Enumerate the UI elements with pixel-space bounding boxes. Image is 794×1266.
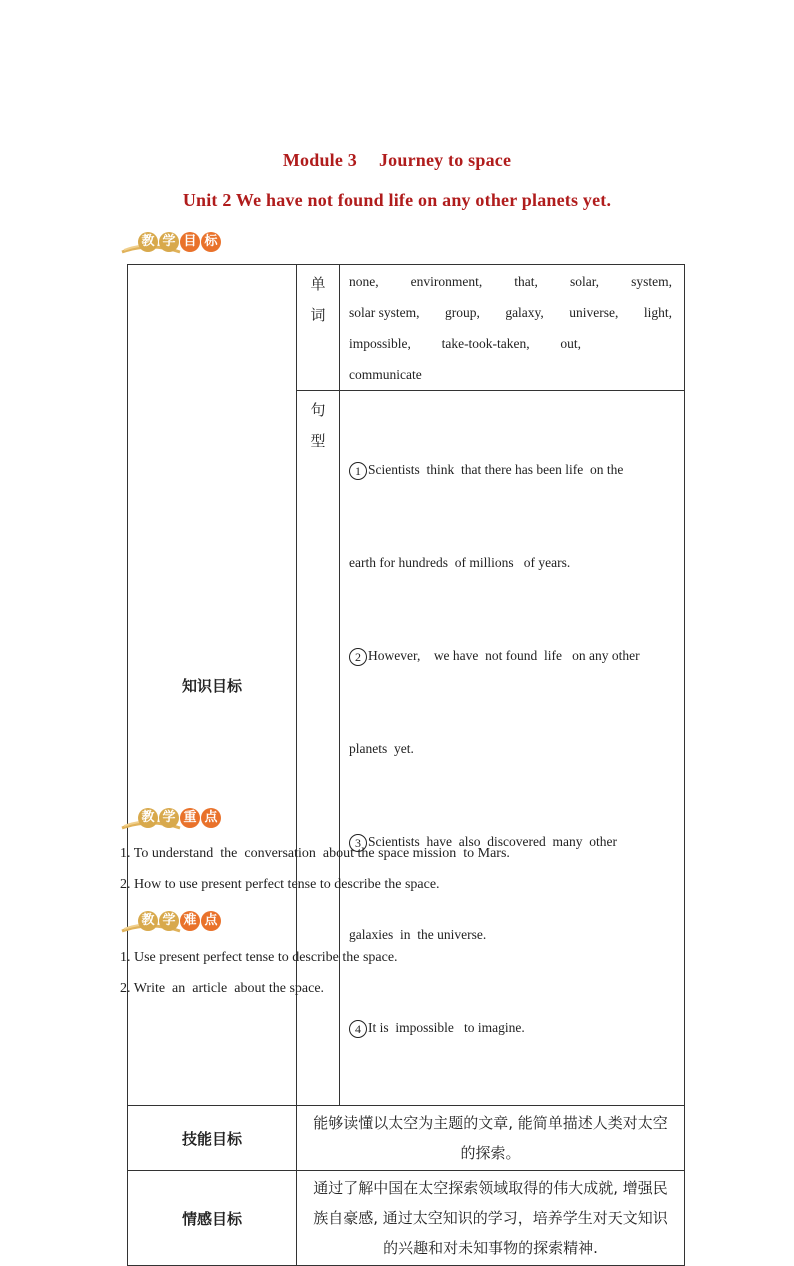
word: solar system, [349,305,420,320]
word-line [349,328,581,359]
word: that, [514,274,538,289]
word: universe, [569,305,619,320]
badge-char: 教 [138,808,158,828]
word: take-took-taken, [441,336,530,351]
key-points-badge [120,806,230,832]
word: communicate [349,367,422,382]
number-circle: 1 [349,462,367,480]
goals-table [127,264,685,1266]
word-line [349,297,672,328]
words-label [297,265,340,391]
badge-char: 学 [159,911,179,931]
difficulties-badge [120,909,230,935]
teaching-goals-badge [120,230,230,256]
difficulty-1: 1. Use present perfect tense to describe the space. [120,950,398,965]
sentences-label [297,391,340,1106]
word: solar, [569,274,600,289]
badge-char: 点 [201,808,221,828]
sentence-line: galaxies in the universe. [349,927,487,942]
sentences-label-char: 型 [310,432,326,450]
skill-goal-label: 技能目标 [128,1106,297,1171]
emotion-goal-text: 通过了解中国在太空探索领域取得的伟大成就, 增强民族自豪感, 通过太空知识的学习，培养学生对天文知识的兴趣和对未知事物的探索精神. [297,1171,685,1266]
sentence-text: Scientists have also discovered many other [368,834,617,849]
emotion-goal-label: 情感目标 [128,1171,297,1266]
module-name: Journey to space [378,150,512,170]
word: none, [349,274,379,289]
word: environment, [410,274,483,289]
badge-char: 点 [201,911,221,931]
sentences-cell [340,391,685,1106]
word: impossible, [349,336,411,351]
unit-title: Unit 2 We have not found life on any other planets yet. [182,190,612,210]
badge-char: 重 [180,808,200,828]
badge-char: 目 [180,232,200,252]
word-line [349,359,672,390]
sentence-text: It is impossible to imagine. [368,1020,525,1035]
sentence-line: planets yet. [349,741,414,756]
sentence-text: Scientists think that there has been life on the [368,462,624,477]
vocabulary-cell [340,265,685,391]
difficulty-2: 2. Write an article about the space. [120,981,325,996]
words-label-char: 词 [310,306,326,324]
word: light, [643,305,672,320]
badge-char: 学 [159,232,179,252]
key-point-1: 1. To understand the conversation about the space mission to Mars. [120,846,510,861]
sentence-line [349,1012,672,1043]
badge-char: 学 [159,808,179,828]
word: system, [631,274,672,289]
badge-char: 教 [138,232,158,252]
sentence-line [349,454,672,485]
number-circle: 4 [349,1020,367,1038]
sentence-text: However, we have not found life on any other [368,648,640,663]
module-title [0,150,794,171]
number-circle: 3 [349,834,367,852]
knowledge-goal-label: 知识目标 [128,265,297,1106]
badge-char: 难 [180,911,200,931]
badge-char: 标 [201,232,221,252]
key-point-2: 2. How to use present perfect tense to describe the space. [120,877,440,892]
word: out, [560,336,581,351]
word: group, [444,305,480,320]
skill-goal-text: 能够读懂以太空为主题的文章, 能简单描述人类对太空的探索。 [297,1106,685,1171]
word: galaxy, [505,305,544,320]
words-label-char: 单 [310,275,326,293]
number-circle: 2 [349,648,367,666]
sentence-line [349,640,672,671]
badge-char: 教 [138,911,158,931]
word-line [349,266,672,297]
sentence-line: earth for hundreds of millions of years. [349,555,571,570]
module-number: Module 3 [282,150,357,170]
sentences-label-char: 句 [310,401,326,419]
